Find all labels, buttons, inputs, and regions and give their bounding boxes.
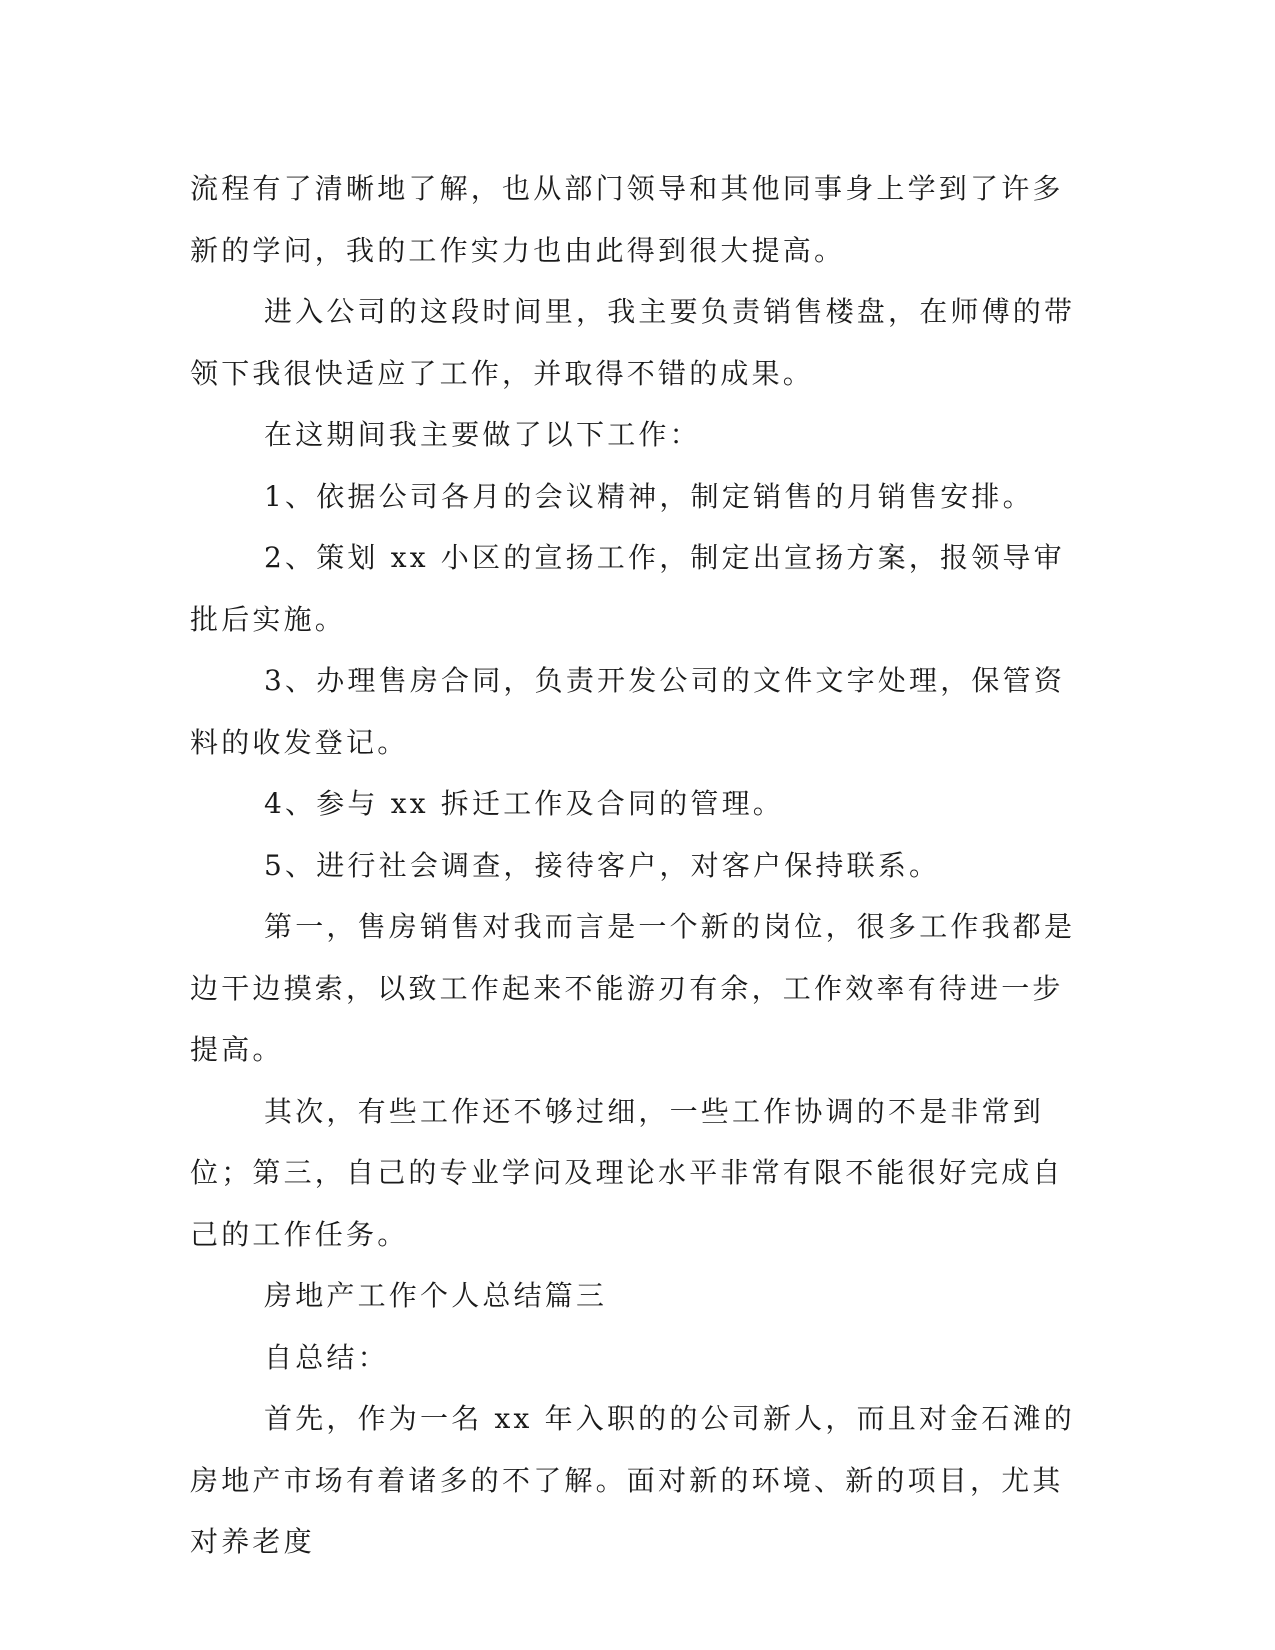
paragraph: 流程有了清晰地了解，也从部门领导和其他同事身上学到了许多新的学问，我的工作实力也由此得到很大提高。 [190,172,1064,267]
list-item: 2、策划 xx 小区的宣扬工作，制定出宣扬方案，报领导审批后实施。 [190,541,1065,636]
section-heading: 房地产工作个人总结篇三 [264,1279,608,1312]
list-item: 1、依据公司各月的会议精神，制定销售的月销售安排。 [264,479,1034,513]
paragraph: 自总结： [264,1340,389,1374]
paragraph: 其次，有些工作还不够过细，一些工作协调的不是非常到位；第三，自己的专业学问及理论水平非常有限不能很好完成自己的工作任务。 [190,1094,1064,1251]
list-item: 3、办理售房合同，负责开发公司的文件文字处理，保管资料的收发登记。 [190,664,1066,759]
document-body [190,158,1082,1573]
list-item: 4、参与 xx 拆迁工作及合同的管理。 [264,787,784,820]
paragraph: 第一，售房销售对我而言是一个新的岗位，很多工作我都是边干边摸索，以致工作起来不能游刃有余，工作效率有待进一步提高。 [190,910,1076,1066]
paragraph: 进入公司的这段时间里，我主要负责销售楼盘，在师傅的带领下我很快适应了工作，并取得不错的成果。 [190,295,1076,390]
paragraph: 在这期间我主要做了以下工作： [264,418,701,451]
list-item: 5、进行社会调查，接待客户，对客户保持联系。 [264,848,941,882]
paragraph: 首先，作为一名 xx 年入职的的公司新人，而且对金石滩的房地产市场有着诸多的不了解。面对新的环境、新的项目，尤其对养老度 [190,1402,1075,1558]
